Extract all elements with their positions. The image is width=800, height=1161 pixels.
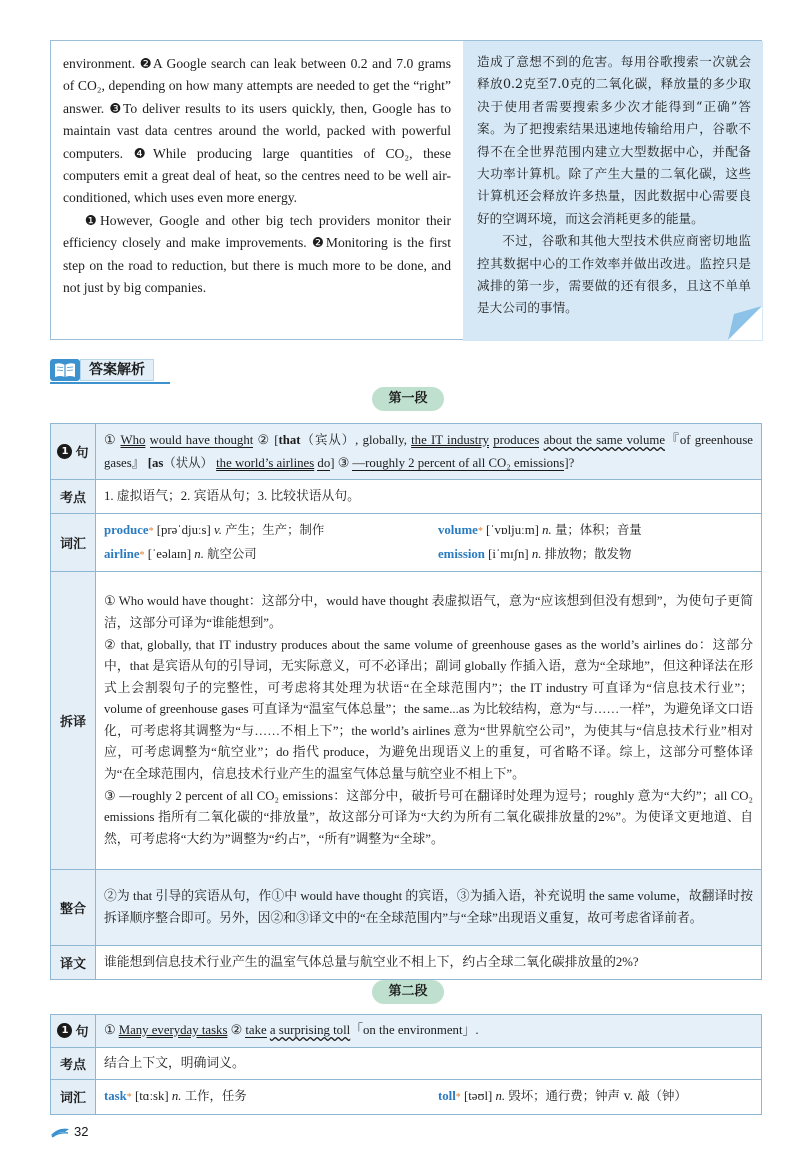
answer-section-title: 答案解析 bbox=[80, 359, 154, 381]
yiwen-row bbox=[51, 946, 762, 980]
sentence-row-2 bbox=[51, 1015, 762, 1048]
modifier-bracket-close: 』 bbox=[131, 455, 145, 470]
answer-section-header bbox=[50, 358, 154, 382]
modifier-bracket-open: 『 bbox=[665, 433, 680, 447]
vocab-entry-toll: toll* [təʊl] n. 毁坏；通行费；钟声 v. 敲（钟） bbox=[438, 1088, 687, 1104]
sentence-end: ]? bbox=[564, 455, 575, 470]
zhenghe-row bbox=[51, 870, 762, 946]
conjunction-as: [as bbox=[147, 455, 164, 470]
clause-marker-1: ① bbox=[104, 433, 117, 447]
vocab-content-2 bbox=[96, 1080, 762, 1115]
vocab-row-2 bbox=[51, 1080, 762, 1115]
sentence-number-badge: 1 bbox=[57, 444, 72, 459]
sentence-number-badge-2: 1 bbox=[57, 1023, 72, 1038]
kaodian-content: 1. 虚拟语气；2. 宾语从句；3. 比较状语从句。 bbox=[96, 480, 762, 514]
vocab-entry-produce: produce* [prəˈdjuːs] v. 产生；生产；制作 bbox=[104, 522, 325, 538]
verb-take: take bbox=[245, 1023, 267, 1037]
clause-marker-1: ① bbox=[104, 1023, 116, 1037]
vocab-entry-airline: airline* [ˈeəlaɪn] n. 航空公司 bbox=[104, 545, 257, 561]
vocab-content bbox=[96, 514, 762, 572]
clause-marker-2: ② bbox=[230, 1023, 243, 1037]
page-number bbox=[50, 1124, 88, 1139]
chaiyi-part-2: ② that, globally, that IT industry produces about the same volume of greenhouse gases as the world’s airlines do：这部分中，that 是宾语从句的引导词，无实际意义，可不必译出；副词 globally 作插入语，意为“全球地”，但这种译法在形式上会割裂句子的完整性，可考虑将其处理为状语“在全球范围内”；the IT industry 可直译为“信息技术行业”；volume of greenhouse gases 可直译为“温室气体总量”；the same...as 为比较结构，意为“与……一样”，为避免译文口语化，可考虑将其调整为“与……不相上下”；the world’s airlines 意为“世界航空公司”，为使其与“信息技术行业”相对应，可考虑调整为“航空业”；do 指代 produce，为避免出现语义上的重复，可省略不译。综上，这部分可整体译为“在全球范围内，信息技术行业产生的温室气体总量与航空业不相上下”。 bbox=[104, 637, 753, 782]
page-number-text: 32 bbox=[74, 1124, 89, 1139]
book-icon bbox=[50, 359, 80, 381]
object-toll: a surprising toll bbox=[269, 1023, 351, 1037]
paragraph-1-tag: 第一段 bbox=[372, 387, 444, 411]
kaodian-row bbox=[51, 480, 762, 514]
chinese-translation bbox=[463, 41, 763, 341]
clause-bracket-open: [ bbox=[274, 433, 279, 447]
sentence-label-text: 句 bbox=[75, 446, 89, 462]
subject-airlines: the world’s airlines bbox=[216, 455, 315, 470]
kaodian-label: 考点 bbox=[51, 480, 96, 514]
sentence-label-2 bbox=[51, 1015, 96, 1048]
yiwen-label: 译文 bbox=[51, 946, 96, 980]
predicate-would-have-thought: would have thought bbox=[149, 433, 254, 447]
parenthetical-roughly: —roughly 2 percent of all CO₂ emissions bbox=[352, 455, 565, 470]
clause-marker-3: ③ bbox=[337, 455, 350, 470]
sentence-content bbox=[96, 424, 762, 480]
verb-produces: produces bbox=[493, 433, 540, 447]
answer-header-underline bbox=[50, 382, 170, 384]
subject-who: Who bbox=[120, 433, 146, 447]
adverbial-bracket-close: ] bbox=[330, 455, 335, 470]
adverb-globally: , globally, bbox=[355, 433, 407, 447]
chinese-paragraph-2: 不过，谷歌和其他大型技术供应商密切地监控其数据中心的工作效率并做出改进。监控只是减排的第一步，需要做的还有很多，且这不单单是大公司的事情。 bbox=[477, 233, 751, 316]
paragraph-2-tag: 第二段 bbox=[372, 980, 444, 1004]
chaiyi-content bbox=[96, 572, 762, 870]
modifier-of-greenhouse-gases: of greenhouse gases bbox=[104, 433, 753, 470]
passage-panel bbox=[50, 40, 762, 340]
subject-many-tasks: Many everyday tasks bbox=[118, 1023, 228, 1037]
vocab-entry-task: task* [tɑːsk] n. 工作，任务 bbox=[104, 1088, 247, 1104]
vocab-entry-volume: volume* [ˈvɒljuːm] n. 量；体积；音量 bbox=[438, 522, 642, 538]
chaiyi-part-3: ③ —roughly 2 percent of all CO₂ emissions：这部分中，破折号可在翻译时处理为逗号；roughly 意为“大约”；all CO₂ emissions 指所有二氧化碳的“排放量”，故这部分可译为“大约为所有二氧化碳排放量的2%”。为使译文更地道、自然，可考虑将“大约为”调整为“约占”，“所有”调整为“全球”。 bbox=[104, 788, 753, 846]
sentence-label bbox=[51, 424, 96, 480]
object-clause-note: （宾从） bbox=[300, 432, 356, 447]
modifier-bracket-open: 「 bbox=[350, 1023, 363, 1037]
cihui-label-2: 词汇 bbox=[51, 1080, 96, 1115]
conjunction-that: that bbox=[278, 433, 301, 447]
kaodian-label-2: 考点 bbox=[51, 1047, 96, 1080]
vocab-entry-emission: emission [iˈmɪʃn] n. 排放物；散发物 bbox=[438, 545, 632, 561]
sentence-content-2 bbox=[96, 1015, 762, 1048]
page-mark-icon bbox=[50, 1126, 70, 1138]
modifier-on-environment: on the environment bbox=[363, 1023, 463, 1037]
english-paragraph-2: ❶However, Google and other big tech providers monitor their efficiency closely and make improvements. ❷Monitoring is the first step on the road to reduction, but there is much more to be done, and not just by big companies. bbox=[63, 212, 451, 296]
paragraph-1-analysis-table bbox=[50, 423, 762, 980]
zhenghe-content: ②为 that 引导的宾语从句，作①中 would have thought 的宾语，③为插入语，补充说明 the same volume，故翻译时按拆译顺序整合即可。另外，因②和③译文中的“在全球范围内”与“全球”出现语义重复，故可考虑省译前者。 bbox=[96, 870, 762, 946]
sentence-label-text-2: 句 bbox=[75, 1025, 89, 1041]
subject-it-industry: the IT industry bbox=[411, 433, 489, 447]
vocab-row bbox=[51, 514, 762, 572]
sentence-row bbox=[51, 424, 762, 480]
adverbial-clause-note: （状从） bbox=[163, 454, 213, 470]
kaodian-row-2 bbox=[51, 1047, 762, 1080]
modifier-bracket-close: 」 bbox=[462, 1023, 476, 1037]
kaodian-content-2: 结合上下文，明确词义。 bbox=[96, 1047, 762, 1080]
zhenghe-label: 整合 bbox=[51, 870, 96, 946]
object-same-volume: about the same volume bbox=[543, 433, 666, 447]
yiwen-content: 谁能想到信息技术行业产生的温室气体总量与航空业不相上下，约占全球二氧化碳排放量的2%? bbox=[96, 946, 762, 980]
clause-marker-2: ② bbox=[257, 433, 270, 447]
chinese-paragraph-1: 造成了意想不到的危害。每用谷歌搜索一次就会释放0.2克至7.0克的二氧化碳，释放量的多少取决于使用者需要搜索多少次才能得到“正确”答案。为了把搜索结果迅速地传输给用户，谷歌不得不在全世界范围内建立大型数据中心，并配备大功率计算机。除了产生大量的二氧化碳，这些计算机还会释放许多热量，因此数据中心需要良好的空调环境，而这会消耗更多的能量。 bbox=[477, 54, 751, 226]
sentence-end: . bbox=[475, 1023, 479, 1037]
chaiyi-row bbox=[51, 572, 762, 870]
english-paragraph-1: environment. ❷A Google search can leak between 0.2 and 7.0 grams of CO₂, depending on how many attempts are needed to get the “right” answer. ❸To deliver results to its users quickly, then, Google has to maintain vast data centres around the world, packed with powerful computers. ❹While producing large quantities of CO₂, these computers emit a great deal of heat, so the centres need to be well air-conditioned, which uses even more energy. bbox=[63, 56, 451, 206]
cihui-label: 词汇 bbox=[51, 514, 96, 572]
chaiyi-part-1: ① Who would have thought：这部分中，would have thought 表虚拟语气，意为“应该想到但没有想到”，为使句子更简洁，这部分可译为“谁能想到”。 bbox=[104, 594, 753, 630]
paragraph-2-analysis-table bbox=[50, 1014, 762, 1115]
chaiyi-label: 拆译 bbox=[51, 572, 96, 870]
verb-do: do bbox=[317, 455, 331, 470]
page-curl-icon bbox=[728, 306, 762, 340]
english-passage bbox=[51, 41, 463, 341]
